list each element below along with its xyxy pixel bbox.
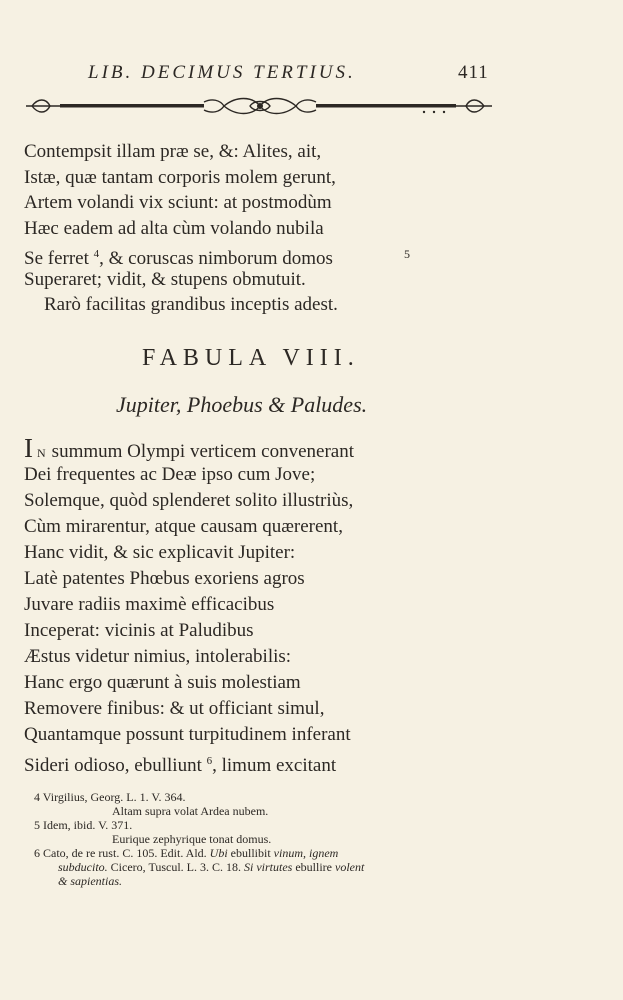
footnote-6 xyxy=(34,846,338,860)
running-header: LIB. DECIMUS TERTIUS. xyxy=(88,62,356,83)
footnote-ref-4: 4 xyxy=(93,248,100,260)
verse-text: summum Olympi verticem convenerant xyxy=(51,441,355,462)
ornamental-rule-icon xyxy=(24,94,494,118)
fable-title: FABULA VIII. xyxy=(142,345,360,371)
footnote-ref-6: 6 xyxy=(206,755,213,767)
footnote-5-quote: Eurique zephyrique tonat domus. xyxy=(112,832,272,846)
footnote-italic: Si virtutes xyxy=(244,860,293,874)
footnote-italic: vinum, ignem xyxy=(273,846,339,860)
footnote-ref-5: 5 xyxy=(404,247,410,261)
footnote-4: 4 Virgilius, Georg. L. 1. V. 364. xyxy=(34,790,186,804)
drop-cap: I xyxy=(24,433,33,463)
verse-line: Istæ, quæ tantam corporis molem gerunt, xyxy=(24,167,336,188)
footnote-text: 6 Cato, de re rust. C. 105. Edit. Ald. xyxy=(34,846,210,860)
footnote-italic: volent xyxy=(335,860,365,874)
fable-line: Removere finibus: & ut officiant simul, xyxy=(24,698,325,719)
fable-line: Hanc ergo quærunt à suis molestiam xyxy=(24,672,301,693)
fable-line: Cùm mirarentur, atque causam quærerent, xyxy=(24,516,343,537)
fable-first-line xyxy=(24,433,355,464)
verse-line: Rarò facilitas grandibus inceptis adest. xyxy=(44,294,338,315)
verse-text: , & coruscas nimborum domos xyxy=(99,248,333,269)
verse-line: Superaret; vidit, & stupens obmutuit. xyxy=(24,269,306,290)
fable-line: Æstus videtur nimius, intolerabilis: xyxy=(24,646,292,667)
verse-text: Se ferret xyxy=(24,248,94,269)
fable-line: Quantamque possunt turpitudinem inferant xyxy=(24,724,351,745)
fable-line: Latè patentes Phœbus exoriens agros xyxy=(24,568,305,589)
footnote-6-cont xyxy=(58,860,364,874)
small-cap: N xyxy=(37,446,46,460)
footnote-6-end: & sapientias. xyxy=(58,874,123,888)
fable-subtitle: Jupiter, Phoebus & Paludes. xyxy=(116,392,368,417)
verse-line: Contempsit illam præ se, &: Alites, ait, xyxy=(24,141,322,162)
footnote-text: ebullibit xyxy=(227,846,274,860)
footnote-4-quote: Altam supra volat Ardea nubem. xyxy=(112,804,269,818)
fable-line: Hanc vidit, & sic explicavit Jupiter: xyxy=(24,542,296,563)
fable-line: Inceperat: vicinis at Paludibus xyxy=(24,620,254,641)
verse-text: , limum excitant xyxy=(212,755,337,776)
page-number: 411 xyxy=(458,62,489,83)
verse-text: Sideri odioso, ebulliunt xyxy=(24,755,207,776)
footnote-text: Cicero, Tuscul. L. 3. C. 18. xyxy=(107,860,245,874)
fable-line: Dei frequentes ac Deæ ipso cum Jove; xyxy=(24,464,316,485)
fable-line: Juvare radiis maximè efficacibus xyxy=(24,594,275,615)
fable-line-with-note xyxy=(24,750,336,777)
footnote-5: 5 Idem, ibid. V. 371. xyxy=(34,818,133,832)
footnote-text: ebullire xyxy=(292,860,335,874)
verse-line-with-note xyxy=(24,243,333,270)
verse-line: Artem volandi vix sciunt: at postmodùm xyxy=(24,192,332,213)
fable-line: Solemque, quòd splenderet solito illustriùs, xyxy=(24,490,354,511)
footnote-italic: subducito. xyxy=(58,860,108,874)
footnote-italic: Ubi xyxy=(209,846,228,860)
verse-line: Hæc eadem ad alta cùm volando nubila xyxy=(24,218,324,239)
